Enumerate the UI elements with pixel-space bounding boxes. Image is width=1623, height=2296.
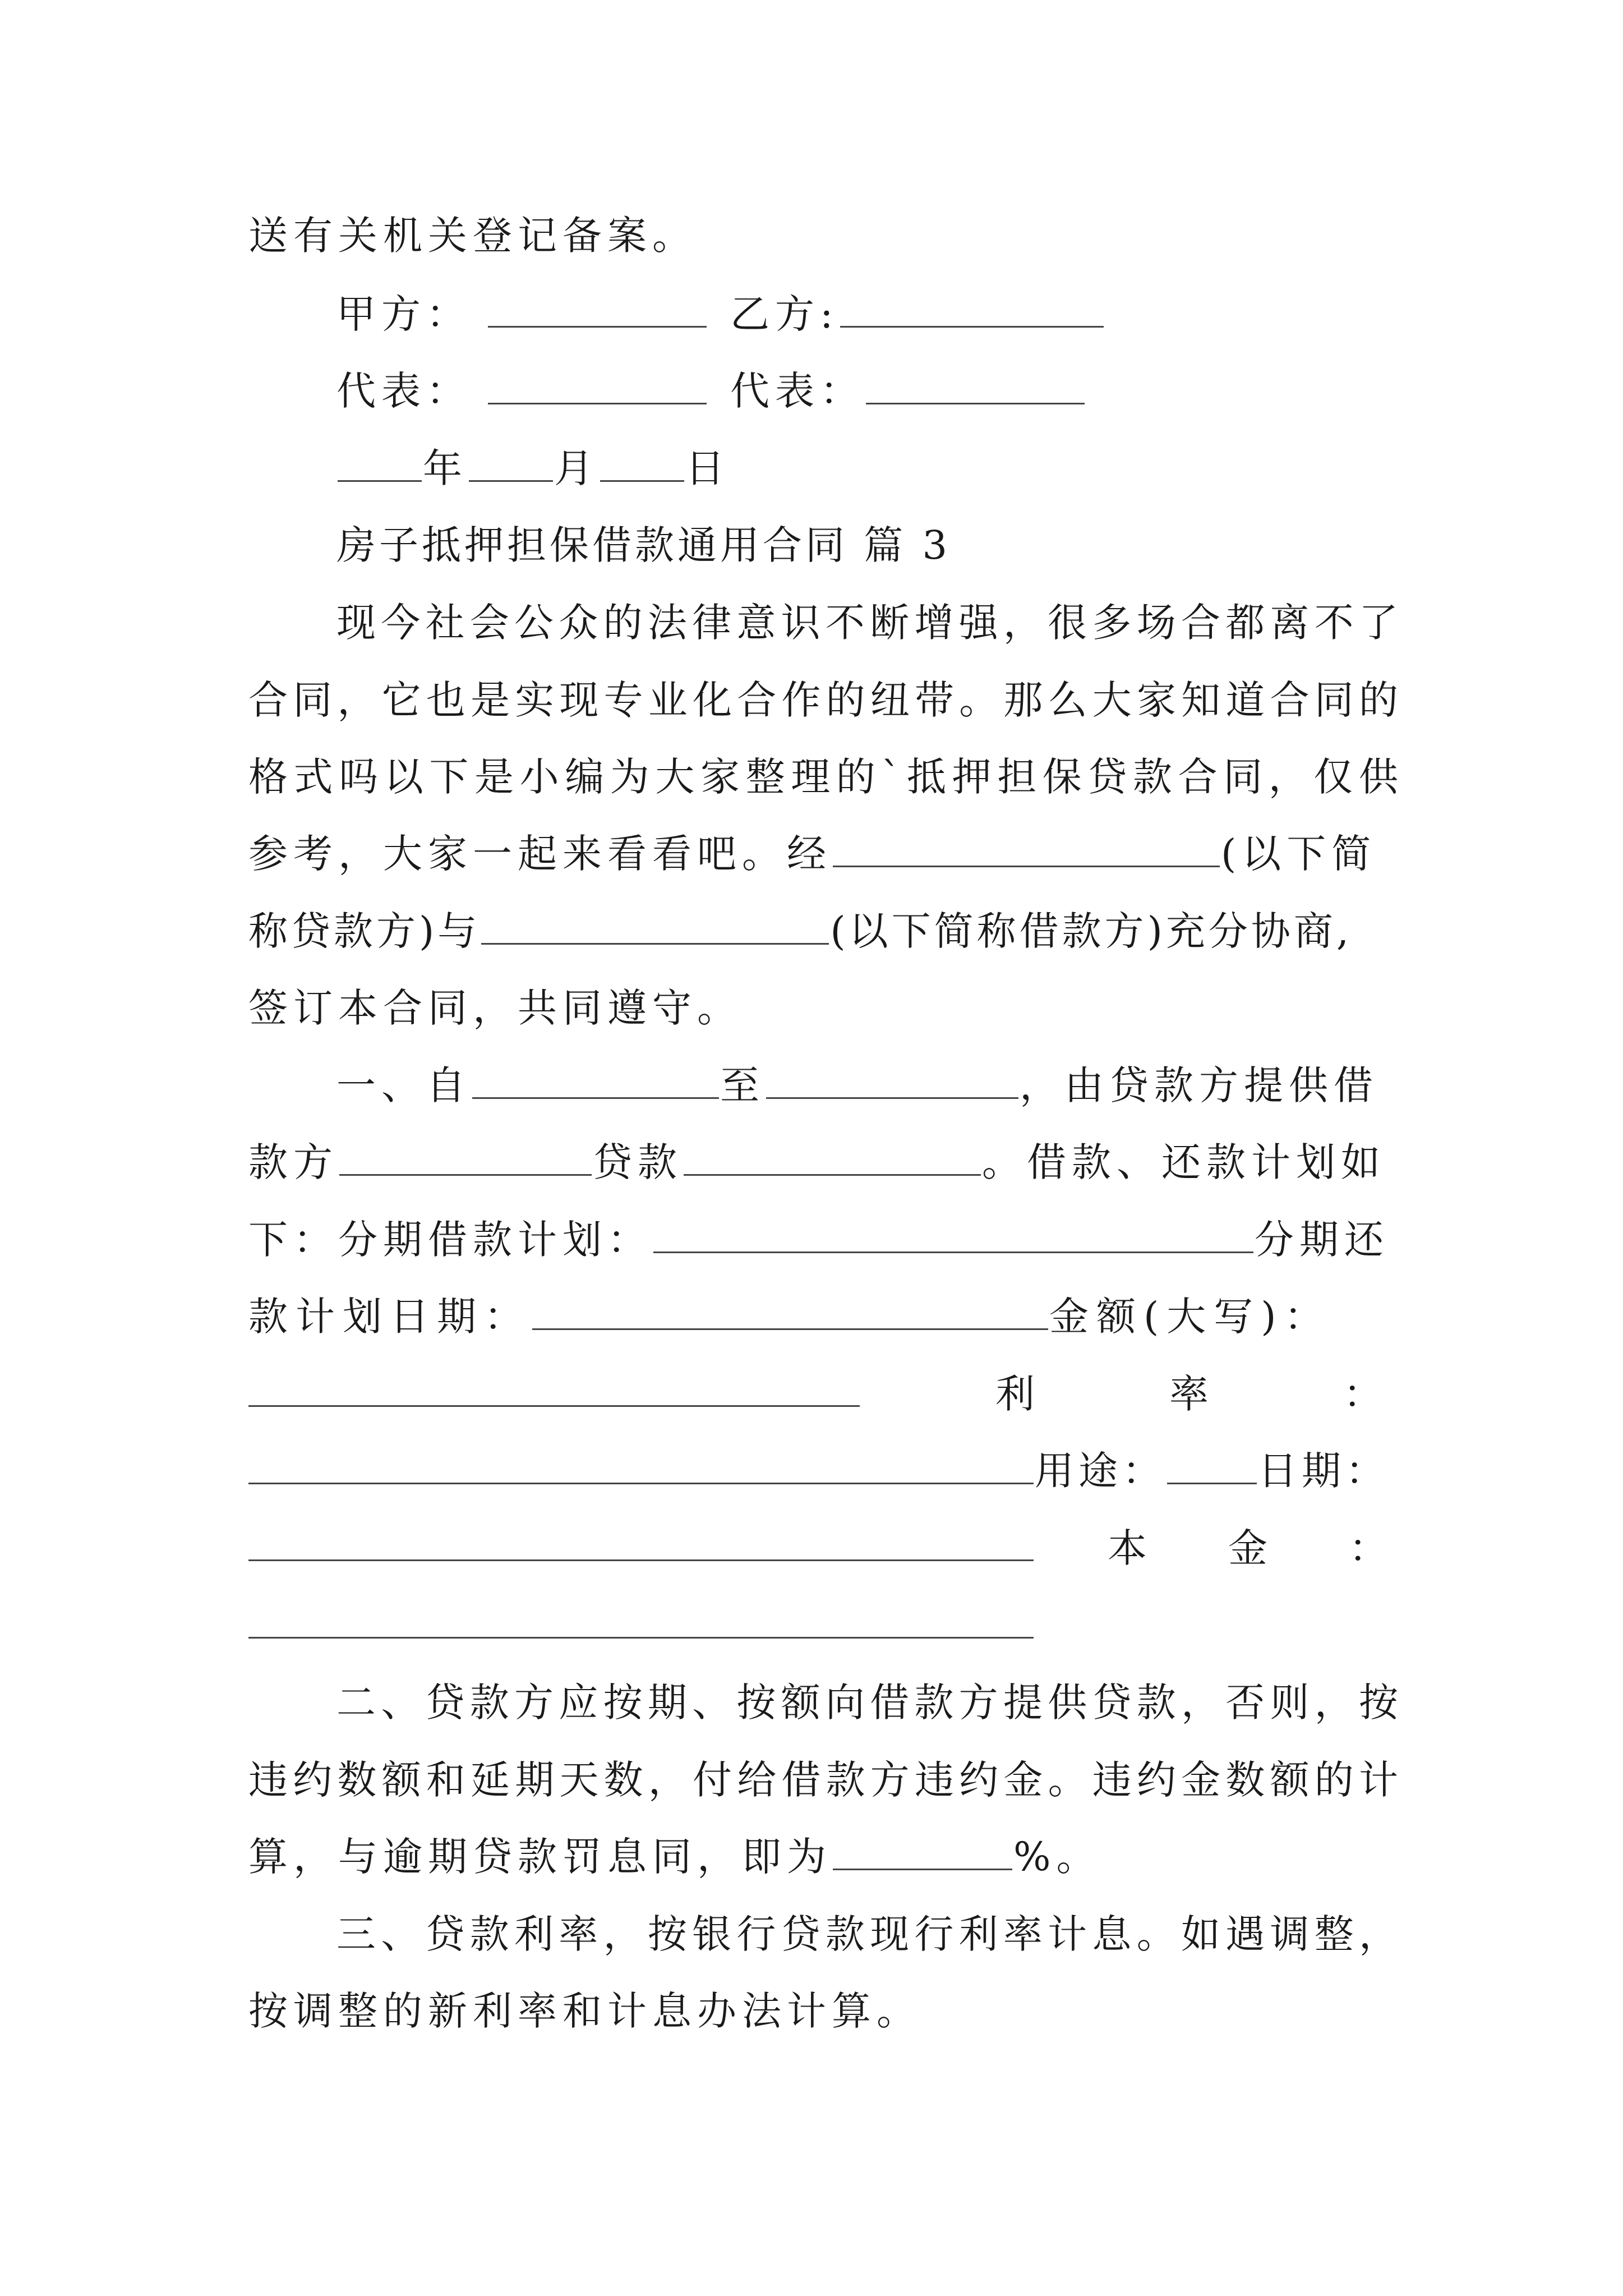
year-blank[interactable] [338,443,422,482]
text-line [248,208,1398,264]
lender-blank[interactable] [833,829,1220,867]
purpose-blank[interactable] [1167,1446,1257,1484]
text: %。 [1013,1834,1101,1880]
party-b-blank[interactable] [840,289,1104,328]
text: 款方 [248,1139,338,1185]
text: ，由贷款方提供借 [1020,1062,1378,1108]
text-line [248,980,1398,1036]
text: 现今社会公众的法律意识不断增强，很多场合都离不了 [336,600,1398,646]
date-line [336,440,1398,496]
text: 参考，大家一起来看看吧。经 [248,831,832,877]
text-line [248,1134,1398,1190]
party-b-label: 乙方: [730,291,839,337]
rate-label [995,1366,1399,1422]
principal-label [1108,1520,1399,1576]
borrower-name-blank[interactable] [339,1137,592,1176]
rep-a-label: 代表： [336,368,471,414]
text: (以下简 [1221,831,1377,877]
rep-a-blank[interactable] [488,366,707,404]
text: 日期： [1258,1448,1389,1494]
text-line [248,903,1398,959]
text-line [248,1289,1398,1345]
text: 用途： [1035,1448,1166,1494]
text-line [248,1443,1398,1499]
text: 二、贷款方应按期、按额向借款方提供贷款，否则，按 [336,1680,1398,1726]
principal-blank[interactable] [248,1637,1034,1639]
text: 三、贷款利率，按银行贷款现行利率计息。如遇调整， [336,1911,1398,1957]
text: 称贷款方)与 [248,908,481,954]
text: 款计划日期： [248,1294,531,1340]
date-blank[interactable] [248,1559,1034,1561]
text: 至 [720,1062,765,1108]
text-line [336,1906,1398,1962]
party-a-blank[interactable] [488,289,707,328]
start-date-blank[interactable] [472,1060,719,1099]
loan-amount-blank[interactable] [684,1137,981,1176]
penalty-rate-blank[interactable] [833,1832,1012,1870]
text-line [248,1752,1398,1808]
text-line [336,595,1398,651]
amount-blank[interactable] [248,1405,860,1407]
rep-b-blank[interactable] [866,366,1085,404]
rep-b-label: 代表： [730,368,865,414]
text: 金 [1228,1525,1267,1571]
text-line [248,1212,1398,1268]
text: (以下简称借款方)充分协商, [830,908,1353,954]
text: 贷款 [593,1139,683,1185]
text-line [336,1057,1398,1114]
text-line [248,826,1398,882]
text: 送有关机关登记备案。 [248,213,697,259]
signature-rep-line [336,363,1398,419]
text: 格式吗以下是小编为大家整理的`抵押担保贷款合同，仅供 [248,754,1398,800]
text-line [248,672,1398,728]
text: 。借款、还款计划如 [982,1139,1386,1185]
text: 下：分期借款计划： [248,1217,652,1263]
party-a-label: 甲方： [336,291,471,337]
text: 违约数额和延期天数，付给借款方违约金。违约金数额的计 [248,1757,1398,1803]
text: 按调整的新利率和计息办法计算。 [248,1988,921,2034]
month-label: 月 [554,445,599,491]
text: 率 [1169,1371,1209,1417]
text: 本 [1108,1525,1147,1571]
text: 合同，它也是实现专业化合作的纽带。那么大家知道合同的 [248,677,1398,723]
text-line [248,1983,1398,2039]
title-text: 房子抵押担保借款通用合同 篇 3 [336,522,951,568]
end-date-blank[interactable] [766,1060,1018,1099]
borrower-blank[interactable] [481,906,829,945]
day-label: 日 [685,445,730,491]
text-line [248,749,1398,805]
text-line [336,1674,1398,1731]
text: 一、自 [336,1062,471,1108]
text: ： [1343,1371,1382,1417]
rate-blank[interactable] [248,1446,1034,1484]
text: 签订本合同，共同遵守。 [248,985,742,1031]
text: 算，与逾期贷款罚息同，即为 [248,1834,832,1880]
month-blank[interactable] [469,443,553,482]
text: 利 [995,1371,1035,1417]
text: 金额(大写)： [1049,1294,1331,1340]
text: ： [1349,1525,1388,1571]
text: 分期还 [1255,1217,1389,1263]
repay-date-blank[interactable] [532,1291,1048,1330]
signature-party-line [336,286,1398,342]
loan-plan-blank[interactable] [653,1214,1253,1253]
text-line [248,1829,1398,1885]
year-label: 年 [423,445,468,491]
section-title [336,517,1398,573]
day-blank[interactable] [600,443,684,482]
